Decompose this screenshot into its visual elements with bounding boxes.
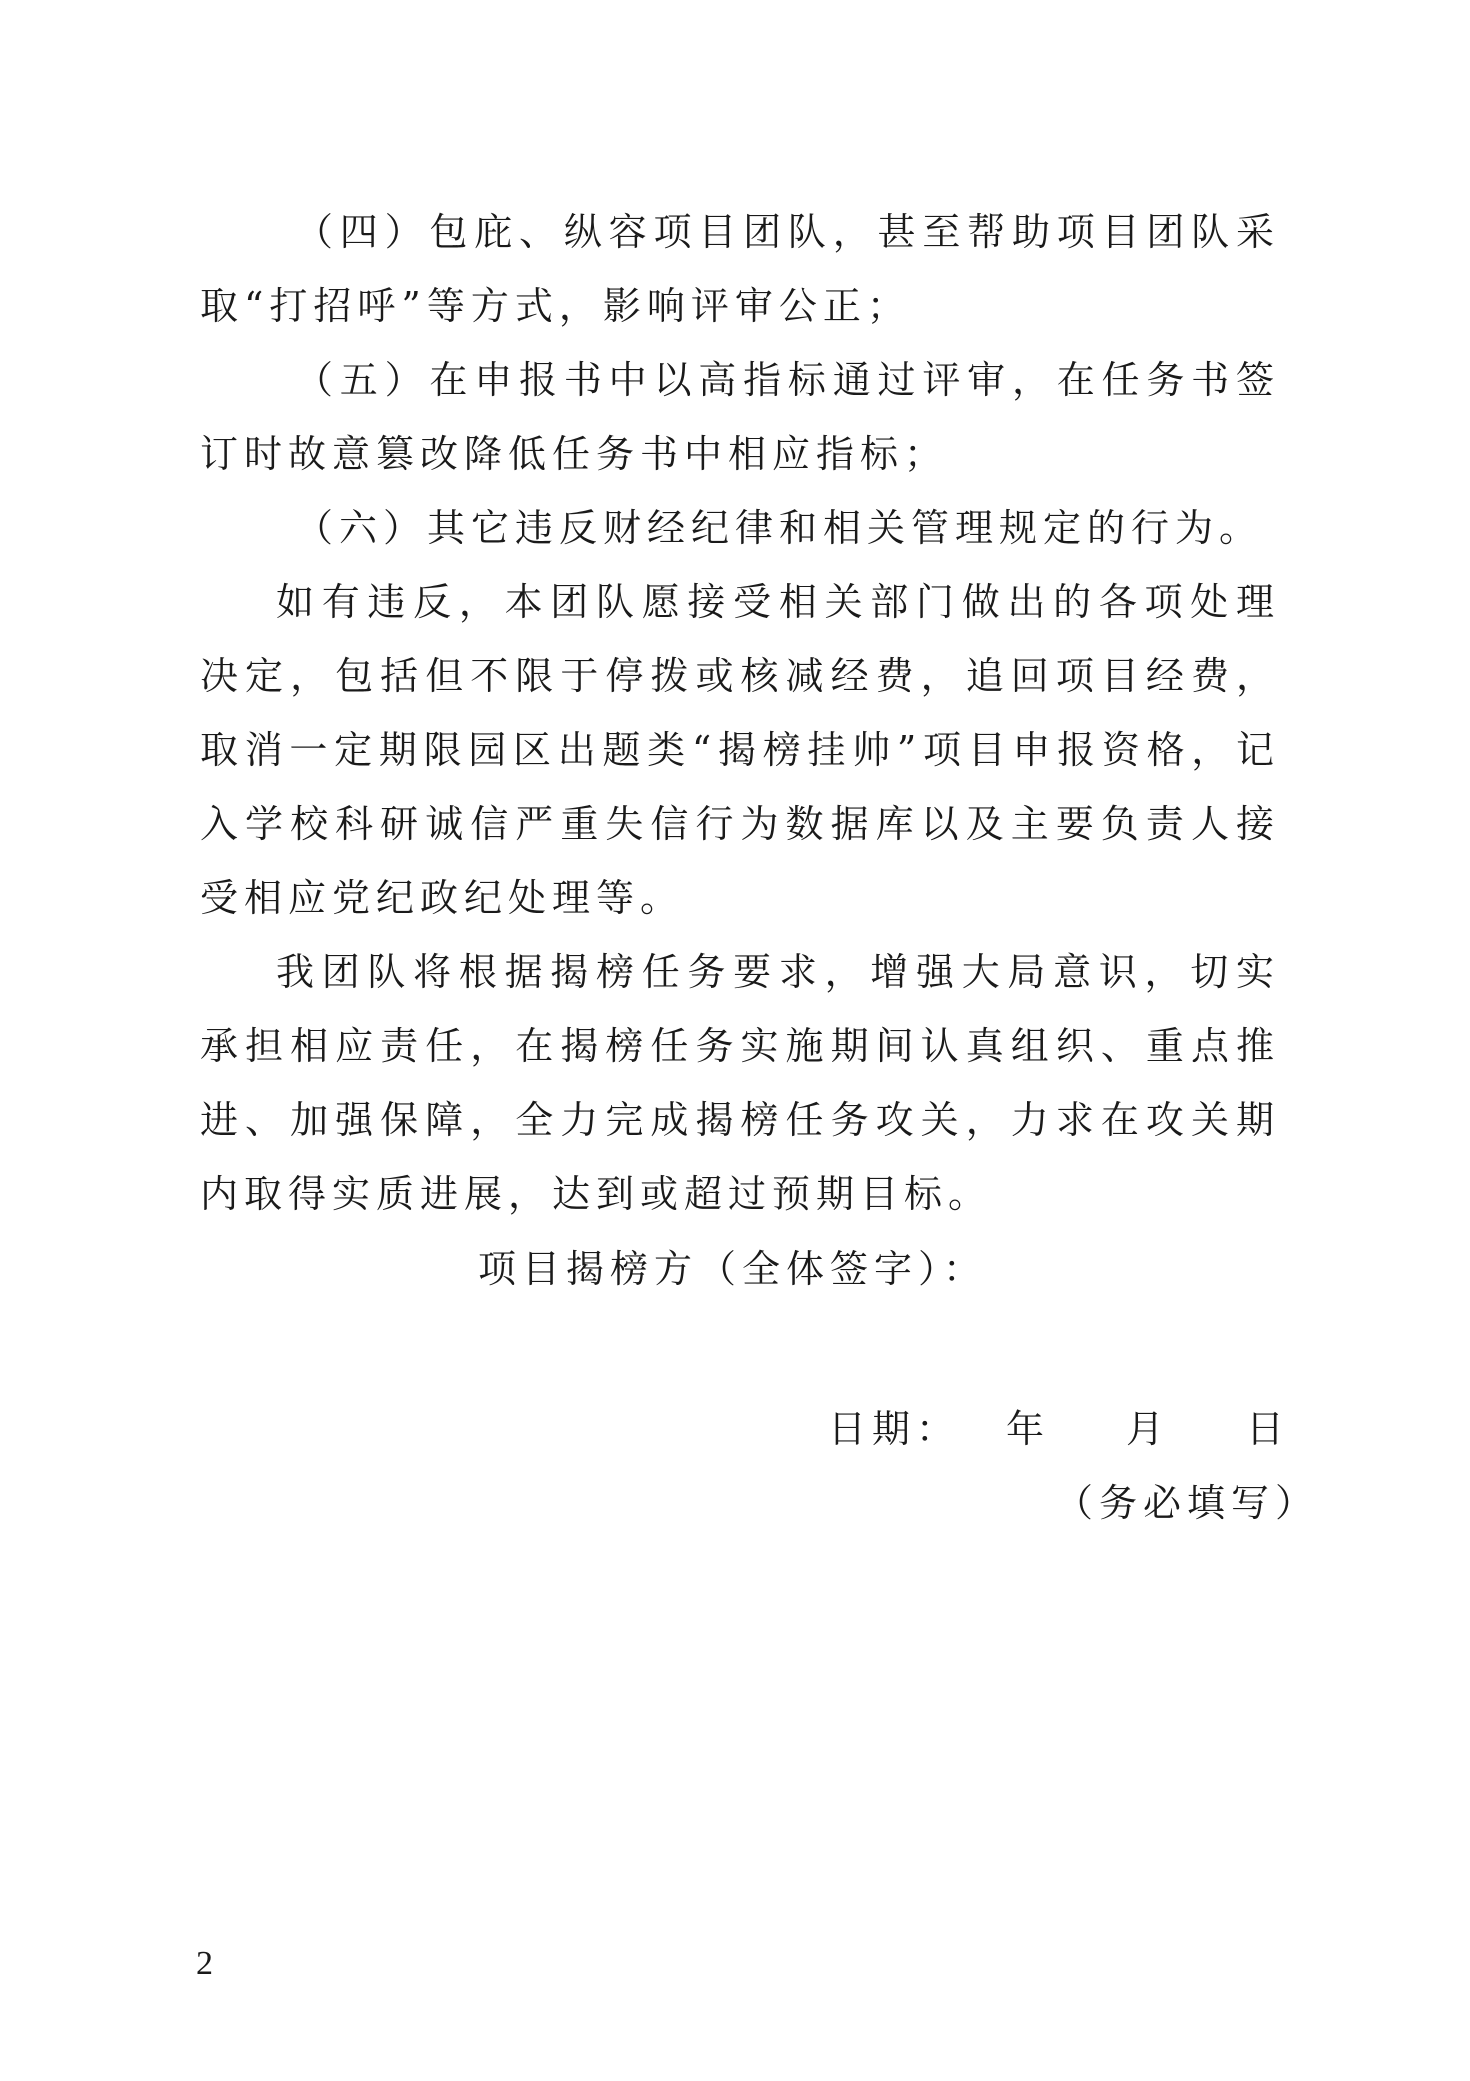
required-note: （务必填写）	[1055, 1481, 1320, 1525]
violation-consequence-paragraph: 如有违反，本团队愿接受相关部门做出的各项处理决定，包括但不限于停拨或核减经费，追回项目经费，取消一定期限园区出题类“揭榜挂帅”项目申报资格，记入学校科研诚信严重失信行为数据库以及主要负责人接受相应党纪政纪处理等。	[200, 580, 1280, 920]
body-text	[200, 195, 1280, 1231]
clause-six: （六）其它违反财经纪律和相关管理规定的行为。	[295, 506, 1264, 550]
clause-five: （五）在申报书中以高指标通过评审，在任务书签订时故意篡改降低任务书中相应指标；	[200, 358, 1280, 476]
date-year-label: 年	[1006, 1407, 1051, 1451]
commitment-paragraph: 我团队将根据揭榜任务要求，增强大局意识，切实承担相应责任，在揭榜任务实施期间认真组织、重点推进、加强保障，全力完成揭榜任务攻关，力求在攻关期内取得实质进展，达到或超过预期目标。	[200, 950, 1280, 1216]
clause-four: （四）包庇、纵容项目团队，甚至帮助项目团队采取“打招呼”等方式，影响评审公正；	[200, 210, 1280, 328]
date-day-label: 日	[1246, 1407, 1291, 1451]
date-month-label: 月	[1126, 1407, 1171, 1451]
date-label: 日期：	[828, 1407, 961, 1451]
signature-label: 项目揭榜方（全体签字）：	[478, 1247, 988, 1291]
page-number: 2	[196, 1945, 213, 1982]
